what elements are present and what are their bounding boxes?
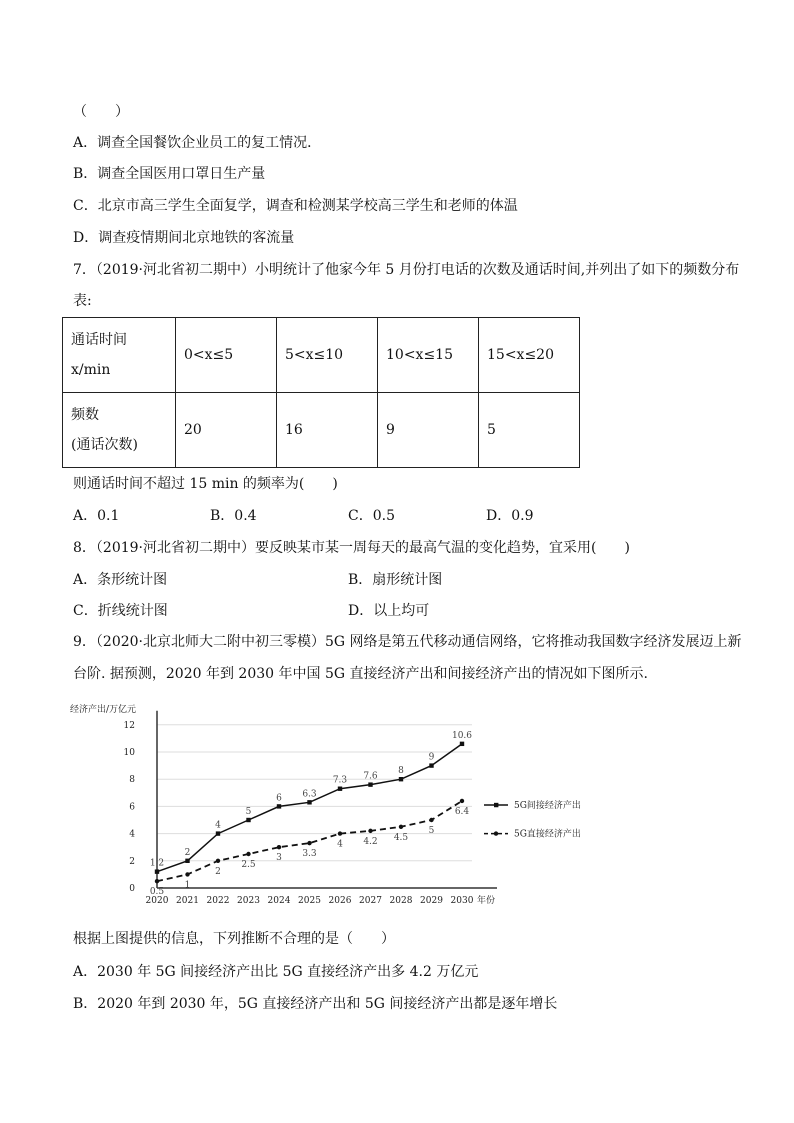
data-point-direct [155, 879, 159, 883]
x-tick-label: 2030 [450, 896, 474, 906]
table-cell: 15<x≤20 [479, 318, 580, 393]
table-header-line: x/min [71, 362, 111, 378]
x-tick-label: 2021 [176, 896, 199, 906]
x-tick-label: 2029 [420, 896, 443, 906]
data-label-indirect: 6 [276, 793, 282, 804]
table-cell: 9 [378, 393, 479, 468]
legend-label-indirect: 5G间接经济产出 [514, 801, 581, 812]
data-label-direct: 2.5 [241, 860, 256, 870]
data-label-direct: 0.5 [149, 887, 165, 898]
data-point-direct [368, 829, 372, 833]
data-label-direct: 2 [215, 866, 221, 877]
data-label-indirect: 7.6 [363, 771, 378, 782]
q8-option-a: A．条形统计图 [73, 572, 168, 588]
q7-option-c: C．0.5 [348, 508, 395, 524]
data-label-indirect: 9 [428, 752, 435, 763]
data-label-indirect: 2 [184, 847, 191, 858]
data-label-indirect: 8 [398, 766, 404, 777]
q6-option-d: D．调查疫情期间北京地铁的客流量 [73, 230, 295, 246]
table-row [63, 393, 580, 468]
data-label-indirect: 6.3 [302, 789, 317, 800]
data-point-direct [338, 831, 342, 835]
q6-option-b: B．调查全国医用口罩日生产量 [73, 166, 266, 182]
q6-option-a: A．调查全国餐饮企业员工的复工情况． [73, 135, 322, 151]
legend-label-direct: 5G直接经济产出 [514, 829, 581, 840]
economic-output-line-chart [70, 698, 590, 910]
data-label-direct: 3 [276, 853, 282, 864]
q7-option-a: A．0.1 [73, 508, 120, 524]
data-point-indirect [429, 763, 433, 767]
data-point-indirect [216, 831, 220, 835]
q7-question: 则通话时间不超过 15 min 的频率为( ) [73, 476, 338, 492]
x-tick-label: 2024 [267, 896, 291, 906]
table-cell: 10<x≤15 [378, 318, 479, 393]
table-row [63, 318, 580, 393]
q8-option-c: C．折线统计图 [73, 603, 168, 619]
q9-option-a: A．2030 年 5G 间接经济产出比 5G 直接经济产出多 4.2 万亿元 [73, 964, 479, 980]
data-label-direct: 4 [337, 839, 343, 850]
data-label-indirect: 5 [245, 807, 252, 817]
table-header-line: 通话时间 [71, 332, 127, 348]
data-point-indirect [185, 859, 189, 863]
legend-marker-indirect [494, 803, 498, 807]
data-label-indirect: 10.6 [451, 730, 473, 741]
data-point-indirect [399, 777, 403, 781]
x-tick-label: 2023 [237, 896, 260, 906]
data-point-indirect [155, 869, 159, 873]
x-tick-label: 2025 [298, 896, 321, 906]
table-header-cell [63, 393, 176, 468]
x-axis-suffix: 年份 [477, 896, 496, 906]
data-point-direct [307, 841, 311, 845]
q7-stem-line1: 7．（2019·河北省初二期中）小明统计了他家今年 5 月份打电话的次数及通话时间,并列出了如下的频数分布 [73, 262, 740, 278]
x-tick-label: 2028 [389, 896, 413, 906]
q6-option-c: C．北京市高三学生全面复学，调查和检测某学校高三学生和老师的体温 [73, 198, 518, 214]
table-cell: 5<x≤10 [277, 318, 378, 393]
q9-stem-line2: 台阶. 据预测，2020 年到 2030 年中国 5G 直接经济产出和间接经济产出的情况如下图所示. [73, 666, 648, 682]
data-label-direct: 5 [428, 826, 435, 836]
y-tick-label: 2 [129, 856, 135, 867]
x-tick-label: 2027 [359, 896, 382, 906]
data-label-direct: 1 [184, 880, 191, 891]
x-tick-label: 2020 [145, 896, 169, 906]
q8-option-d: D．以上均可 [348, 603, 430, 619]
q9-stem-line1: 9．（2020·北京北师大二附中初三零模）5G 网络是第五代移动通信网络，它将推动我国数字经济发展迈上新 [73, 634, 742, 650]
q7-option-b: B．0.4 [210, 508, 257, 524]
y-tick-label: 4 [129, 829, 135, 840]
table-header-cell [63, 318, 176, 393]
q8-stem: 8．（2019·河北省初二期中）要反映某市某一周每天的最高气温的变化趋势，宜采用( ) [73, 540, 630, 556]
data-point-direct [277, 845, 281, 849]
data-point-indirect [246, 818, 250, 822]
data-point-indirect [338, 787, 342, 791]
data-label-indirect: 7.3 [332, 775, 348, 786]
y-tick-label: 0 [129, 884, 135, 894]
data-label-direct: 6.4 [454, 806, 470, 817]
table-cell: 5 [479, 393, 580, 468]
q6-paren: （ ） [73, 104, 129, 120]
y-tick-label: 12 [123, 720, 135, 731]
table-cell: 16 [277, 393, 378, 468]
y-tick-label: 8 [129, 775, 135, 786]
legend-marker-direct [494, 831, 498, 835]
data-label-direct: 4.5 [393, 832, 409, 843]
data-point-direct [216, 859, 220, 863]
data-point-indirect [277, 804, 281, 808]
data-label-direct: 3.3 [302, 849, 317, 860]
table-cell: 20 [176, 393, 277, 468]
x-tick-label: 2026 [328, 896, 352, 906]
data-label-direct: 4.2 [363, 836, 378, 847]
y-tick-label: 10 [123, 748, 135, 758]
data-point-indirect [368, 782, 372, 786]
data-point-direct [429, 818, 433, 822]
data-point-direct [399, 825, 403, 829]
data-point-direct [185, 872, 189, 876]
data-label-indirect: 1.2 [149, 858, 165, 869]
table-cell: 0<x≤5 [176, 318, 277, 393]
q9-question: 根据上图提供的信息，下列推断不合理的是（ ） [73, 931, 395, 947]
x-tick-label: 2022 [206, 896, 230, 906]
data-point-direct [246, 852, 250, 856]
q9-option-b: B．2020 年到 2030 年，5G 直接经济产出和 5G 间接经济产出都是逐年增长 [73, 996, 558, 1012]
table-header-line: (通话次数) [71, 437, 138, 453]
y-tick-label: 6 [129, 802, 135, 813]
frequency-table [62, 317, 580, 468]
q7-stem-line2: 表: [73, 293, 92, 309]
data-point-direct [460, 799, 464, 803]
table-header-line: 频数 [71, 407, 99, 423]
q8-option-b: B．扇形统计图 [348, 572, 443, 588]
y-axis-label: 经济产出/万亿元 [70, 705, 137, 715]
data-label-indirect: 4 [215, 820, 221, 831]
data-point-indirect [460, 742, 464, 746]
q7-option-d: D．0.9 [486, 508, 534, 524]
data-point-indirect [307, 800, 311, 804]
